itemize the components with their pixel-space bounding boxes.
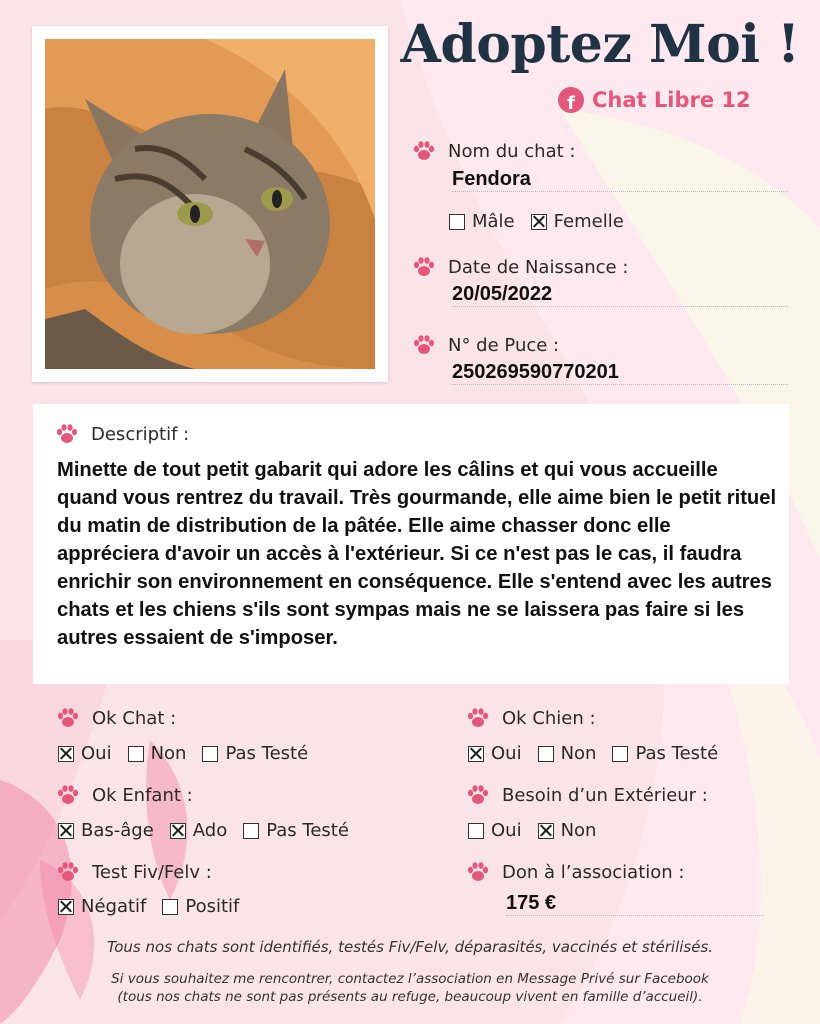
paw-icon xyxy=(466,706,490,730)
birth-value: 20/05/2022 xyxy=(452,283,788,307)
ok-chien-option-pas-teste[interactable] xyxy=(612,743,718,764)
option-label: Oui xyxy=(491,820,522,841)
fiv-option-negatif[interactable] xyxy=(58,896,146,917)
exterieur-option-oui[interactable] xyxy=(468,820,522,841)
name-label xyxy=(412,139,575,163)
ok-chat-option-pas-teste[interactable] xyxy=(202,743,308,764)
ok-chat-options xyxy=(58,743,324,764)
option-label: Non xyxy=(150,743,187,764)
ok-enfant-options xyxy=(58,820,365,841)
ok-chat-label-text: Ok Chat : xyxy=(92,707,177,729)
sex-option-female[interactable] xyxy=(531,211,624,232)
paw-icon xyxy=(56,706,80,730)
facebook-icon: f xyxy=(558,87,584,113)
cat-photo xyxy=(45,39,375,369)
fiv-option-positif[interactable] xyxy=(162,896,239,917)
ok-chat-option-non[interactable] xyxy=(128,743,187,764)
ok-enfant-label xyxy=(56,783,193,807)
footer-contact-line: Si vous souhaitez me rencontrer, contactez l’association en Message Privé sur Facebook xyxy=(111,971,709,987)
option-label: Non xyxy=(560,743,597,764)
option-label: Non xyxy=(560,820,597,841)
ok-chien-option-oui[interactable] xyxy=(468,743,522,764)
description-label xyxy=(55,422,189,446)
option-label: Ado xyxy=(192,820,228,841)
description-text: Minette de tout petit gabarit qui adore les câlins et qui vous accueille quand vous rentrez du travail. Très gourmande, elle aime bien le petit rituel du matin de distribution de la pâtée. Elle aime chasser donc elle appréciera d'avoir un accès à l'extérieur. Si ce n'est pas le cas, il faudra enrichir son environnement en conséquence. Elle s'entend avec les autres chats et les chiens s'ils sont sympas mais ne se laissera pas faire si les autres essaient de s'imposer. xyxy=(57,459,777,649)
page-title: Adoptez Moi ! xyxy=(400,14,800,75)
checkbox-female[interactable] xyxy=(531,214,547,230)
checkbox[interactable] xyxy=(58,746,74,762)
checkbox[interactable] xyxy=(612,746,628,762)
fiv-label-text: Test Fiv/Felv : xyxy=(92,861,212,883)
ok-chat-option-oui[interactable] xyxy=(58,743,112,764)
sex-options xyxy=(449,211,640,232)
exterieur-label xyxy=(466,783,708,807)
ok-chien-label xyxy=(466,706,596,730)
paw-icon xyxy=(56,860,80,884)
don-label xyxy=(466,860,684,884)
fiv-label xyxy=(56,860,212,884)
chip-label xyxy=(412,333,559,357)
checkbox[interactable] xyxy=(538,746,554,762)
checkbox-male[interactable] xyxy=(449,214,465,230)
footer-note: Tous nos chats sont identifiés, testés Fiv/Felv, déparasités, vaccinés et stérilisés. xyxy=(106,938,714,956)
paw-icon xyxy=(412,255,436,279)
checkbox[interactable] xyxy=(128,746,144,762)
paw-icon xyxy=(466,860,490,884)
checkbox[interactable] xyxy=(162,899,178,915)
option-label: Positif xyxy=(185,896,240,917)
footer-contact-line: (tous nos chats ne sont pas présents au refuge, beaucoup vivent en famille d’accueil). xyxy=(117,989,703,1005)
option-label: Bas-âge xyxy=(81,820,154,841)
name-value: Fendora xyxy=(452,168,788,192)
ok-chien-option-non[interactable] xyxy=(538,743,597,764)
description-label-text: Descriptif : xyxy=(91,423,190,445)
name-label-text: Nom du chat : xyxy=(448,140,576,162)
ok-enfant-option-bas-age[interactable] xyxy=(58,820,154,841)
checkbox[interactable] xyxy=(202,746,218,762)
checkbox[interactable] xyxy=(468,823,484,839)
brand-label: Chat Libre 12 xyxy=(592,88,751,112)
ok-chien-options xyxy=(468,743,734,764)
exterieur-option-non[interactable] xyxy=(538,820,597,841)
checkbox[interactable] xyxy=(170,823,186,839)
checkbox[interactable] xyxy=(58,823,74,839)
ok-enfant-option-pas-teste[interactable] xyxy=(243,820,349,841)
birth-label xyxy=(412,255,628,279)
sex-option-male[interactable] xyxy=(449,211,515,232)
paw-icon xyxy=(466,783,490,807)
description-box xyxy=(33,404,789,684)
option-label: Oui xyxy=(491,743,522,764)
ok-chat-label xyxy=(56,706,176,730)
option-label: Pas Testé xyxy=(266,820,349,841)
ok-chien-label-text: Ok Chien : xyxy=(502,707,596,729)
checkbox[interactable] xyxy=(58,899,74,915)
paw-icon xyxy=(412,333,436,357)
option-label: Oui xyxy=(81,743,112,764)
fiv-options xyxy=(58,896,255,917)
birth-label-text: Date de Naissance : xyxy=(448,256,629,278)
ok-enfant-option-ado[interactable] xyxy=(170,820,227,841)
option-label: Pas Testé xyxy=(635,743,719,764)
cat-photo-frame xyxy=(32,26,388,382)
checkbox[interactable] xyxy=(538,823,554,839)
paw-icon xyxy=(55,422,79,446)
exterieur-options xyxy=(468,820,612,841)
option-label: Femelle xyxy=(553,211,624,232)
chip-value: 250269590770201 xyxy=(452,361,788,385)
don-label-text: Don à l’association : xyxy=(502,861,685,883)
option-label: Pas Testé xyxy=(225,743,309,764)
paw-icon xyxy=(412,139,436,163)
option-label: Négatif xyxy=(81,896,147,917)
option-label: Mâle xyxy=(472,211,515,232)
checkbox[interactable] xyxy=(243,823,259,839)
footer-contact xyxy=(0,970,820,1006)
ok-enfant-label-text: Ok Enfant : xyxy=(92,784,193,806)
exterieur-label-text: Besoin d’un Extérieur : xyxy=(502,784,708,806)
don-value: 175 € xyxy=(506,892,764,916)
paw-icon xyxy=(56,783,80,807)
chip-label-text: N° de Puce : xyxy=(448,334,560,356)
brand[interactable] xyxy=(558,86,751,114)
checkbox[interactable] xyxy=(468,746,484,762)
